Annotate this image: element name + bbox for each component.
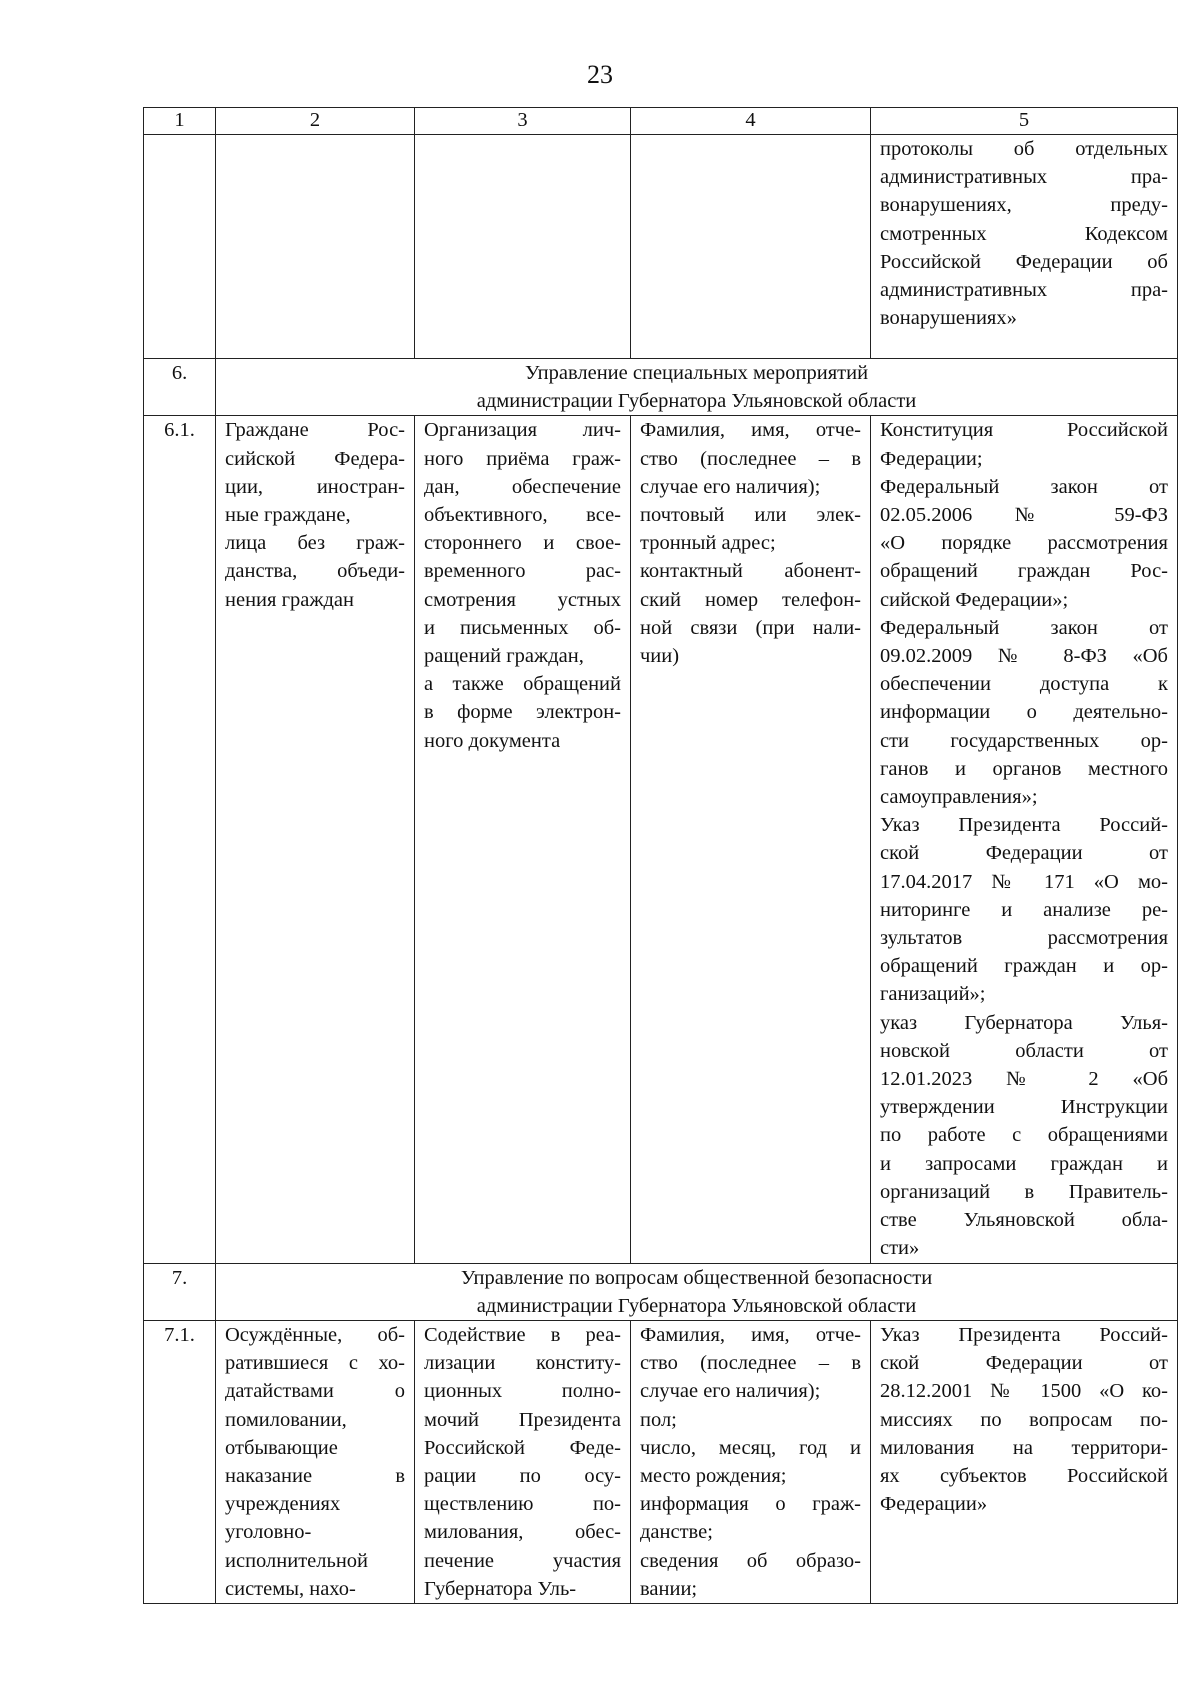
text-line: помиловании, [225, 1408, 347, 1431]
text-line: обеспечении доступа к [880, 673, 1168, 696]
text-line: Федеральный закон от [880, 616, 1168, 639]
text-line: сийской Федерации»; [880, 588, 1069, 611]
text-line: обращений граждан Рос- [880, 560, 1168, 583]
text-line: 09.02.2009 № 8-ФЗ «Об [880, 645, 1168, 668]
header-cell-4: 4 [631, 108, 871, 135]
text-line: административных пра- [880, 166, 1168, 189]
text-line: пол; [640, 1408, 677, 1431]
text-line: и запросами граждан и [880, 1152, 1168, 1175]
text-line: ганизаций»; [880, 983, 986, 1006]
text-line: Федерации» [880, 1493, 988, 1516]
text-line: ской Федерации от [880, 1352, 1168, 1375]
text-line: системы, нахо- [225, 1577, 356, 1600]
text-line: стве Ульяновской обла- [880, 1209, 1168, 1232]
cell-number [144, 135, 216, 359]
text-line: информация о граж- [640, 1493, 861, 1516]
section-title-line: Управление по вопросам общественной безопасности [460, 1266, 933, 1289]
text-line: ного приёма граж- [424, 447, 621, 470]
table-row [144, 1320, 1178, 1603]
text-line: ганов и органов местного [880, 757, 1168, 780]
text-line: лица без граж- [225, 532, 405, 555]
text-line: мочий Президента [424, 1408, 621, 1431]
text-line: случае его наличия); [640, 1380, 821, 1403]
text-line: вании; [640, 1577, 698, 1600]
text-line: указ Губернатора Улья- [880, 1011, 1168, 1034]
text-line: сийской Федера- [225, 447, 405, 470]
text-line: ниторинге и анализе ре- [880, 898, 1168, 921]
text-line: уголовно- [225, 1521, 312, 1544]
text-line: временного рас- [424, 560, 621, 583]
text-line: милования, обес- [424, 1521, 621, 1544]
text-line: случае его наличия); [640, 475, 821, 498]
text-line: ство (последнее – в [640, 1352, 861, 1375]
cell-purpose [415, 135, 631, 359]
text-line: ции, иностран- [225, 475, 405, 498]
text-line: печение участия [424, 1549, 621, 1572]
cell-number: 6.1. [144, 416, 216, 1263]
text-line: административных пра- [880, 279, 1168, 302]
cell-data-list [631, 1320, 871, 1603]
text-line: миссиях по вопросам по- [880, 1408, 1168, 1431]
text-line: и письменных об- [424, 616, 621, 639]
section-row [144, 359, 1178, 416]
text-line: Федерации; [880, 447, 983, 470]
cell-legal-basis [871, 135, 1178, 359]
text-line: число, месяц, год и [640, 1436, 861, 1459]
cell-data-list [631, 416, 871, 1263]
section-number: 7. [144, 1263, 216, 1320]
text-line: чии) [640, 645, 680, 668]
cell-legal-basis [871, 416, 1178, 1263]
data-table [143, 107, 1178, 1604]
section-title-line: администрации Губернатора Ульяновской области [476, 390, 917, 413]
text-line: 12.01.2023 № 2 «Об [880, 1068, 1168, 1091]
text-line: лизации конститу- [424, 1352, 621, 1375]
cell-data-list [631, 135, 871, 359]
text-line: Фамилия, имя, отче- [640, 419, 861, 442]
text-line: сти» [880, 1237, 920, 1260]
header-cell-1: 1 [144, 108, 216, 135]
text-line: ях субъектов Российской [880, 1464, 1168, 1487]
text-line: а также обращений [424, 673, 621, 696]
text-line: протоколы об отдельных [880, 138, 1168, 160]
text-line: утверждении Инструкции [880, 1096, 1168, 1119]
section-title [216, 359, 1178, 416]
text-line: Российской Федерации об [880, 250, 1168, 273]
section-title [216, 1263, 1178, 1320]
text-line: сведения об образо- [640, 1549, 861, 1572]
text-line: ство (последнее – в [640, 447, 861, 470]
text-line: смотрения устных [424, 588, 621, 611]
text-line: по работе с обращениями [880, 1124, 1168, 1147]
section-row [144, 1263, 1178, 1320]
text-line: учреждениях [225, 1493, 341, 1516]
text-line: ществлению по- [424, 1493, 621, 1516]
text-line: «О порядке рассмотрения [880, 532, 1168, 555]
text-line: ский номер телефон- [640, 588, 861, 611]
text-line: Фамилия, имя, отче- [640, 1323, 861, 1346]
cell-subjects [216, 1320, 415, 1603]
text-line: ные граждане, [225, 504, 351, 527]
section-number: 6. [144, 359, 216, 416]
text-line: исполнительной [225, 1549, 369, 1572]
text-line: организаций в Правитель- [880, 1180, 1168, 1203]
text-line: обращений граждан и ор- [880, 955, 1168, 978]
text-line: объективного, все- [424, 504, 621, 527]
text-line: Граждане Рос- [225, 419, 405, 442]
text-line: Федеральный закон от [880, 475, 1168, 498]
text-line: место рождения; [640, 1464, 787, 1487]
text-line: ской Федерации от [880, 842, 1168, 865]
text-line: рации по осу- [424, 1464, 621, 1487]
text-line: Российской Феде- [424, 1436, 621, 1459]
text-line: тронный адрес; [640, 532, 776, 555]
page-number: 23 [587, 60, 613, 89]
text-line: данстве; [640, 1521, 713, 1544]
text-line: информации о деятельно- [880, 701, 1168, 724]
text-line: в форме электрон- [424, 701, 621, 724]
cell-purpose [415, 1320, 631, 1603]
cell-subjects [216, 416, 415, 1263]
text-line: отбывающие [225, 1436, 338, 1459]
text-line: Губернатора Уль- [424, 1577, 577, 1600]
text-line: самоуправления»; [880, 786, 1038, 809]
text-line: вонарушениях» [880, 307, 1017, 330]
text-line: нения граждан [225, 588, 354, 611]
text-line: ной связи (при нали- [640, 616, 861, 639]
header-cell-2: 2 [216, 108, 415, 135]
table-row [144, 135, 1178, 359]
text-line: зультатов рассмотрения [880, 927, 1168, 950]
text-line: контактный абонент- [640, 560, 861, 583]
header-row [144, 108, 1178, 135]
text-line: Осуждённые, об- [225, 1323, 405, 1346]
text-line: дан, обеспечение [424, 475, 621, 498]
cell-purpose [415, 416, 631, 1263]
text-line: 17.04.2017 № 171 «О мо- [880, 870, 1168, 893]
cell-subjects [216, 135, 415, 359]
section-title-line: администрации Губернатора Ульяновской области [476, 1294, 917, 1317]
text-line: ционных полно- [424, 1380, 621, 1403]
text-line: ращений граждан, [424, 645, 584, 668]
text-line: данства, объеди- [225, 560, 405, 583]
text-line: ного документа [424, 729, 561, 752]
header-cell-5: 5 [871, 108, 1178, 135]
text-line: сти государственных ор- [880, 729, 1168, 752]
text-line: ратившиеся с хо- [225, 1352, 405, 1375]
section-title-line: Управление специальных мероприятий [524, 362, 869, 384]
text-line: новской области от [880, 1039, 1168, 1062]
table-row [144, 416, 1178, 1263]
cell-number: 7.1. [144, 1320, 216, 1603]
text-line: 02.05.2006 № 59-ФЗ [880, 504, 1168, 527]
text-line: 28.12.2001 № 1500 «О ко- [880, 1380, 1168, 1403]
text-line: стороннего и свое- [424, 532, 621, 555]
text-line: милования на территори- [880, 1436, 1168, 1459]
text-line: вонарушениях, преду- [880, 194, 1168, 217]
text-line: Содействие в реа- [424, 1323, 621, 1346]
header-cell-3: 3 [415, 108, 631, 135]
text-line: Конституция Российской [880, 419, 1168, 442]
text-line: датайствами о [225, 1380, 405, 1403]
cell-legal-basis [871, 1320, 1178, 1603]
text-line: Указ Президента Россий- [880, 1323, 1168, 1346]
text-line: наказание в [225, 1464, 405, 1487]
text-line: Организация лич- [424, 419, 621, 442]
text-line: Указ Президента Россий- [880, 814, 1168, 837]
text-line: смотренных Кодексом [880, 222, 1168, 245]
text-line: почтовый или элек- [640, 504, 861, 527]
